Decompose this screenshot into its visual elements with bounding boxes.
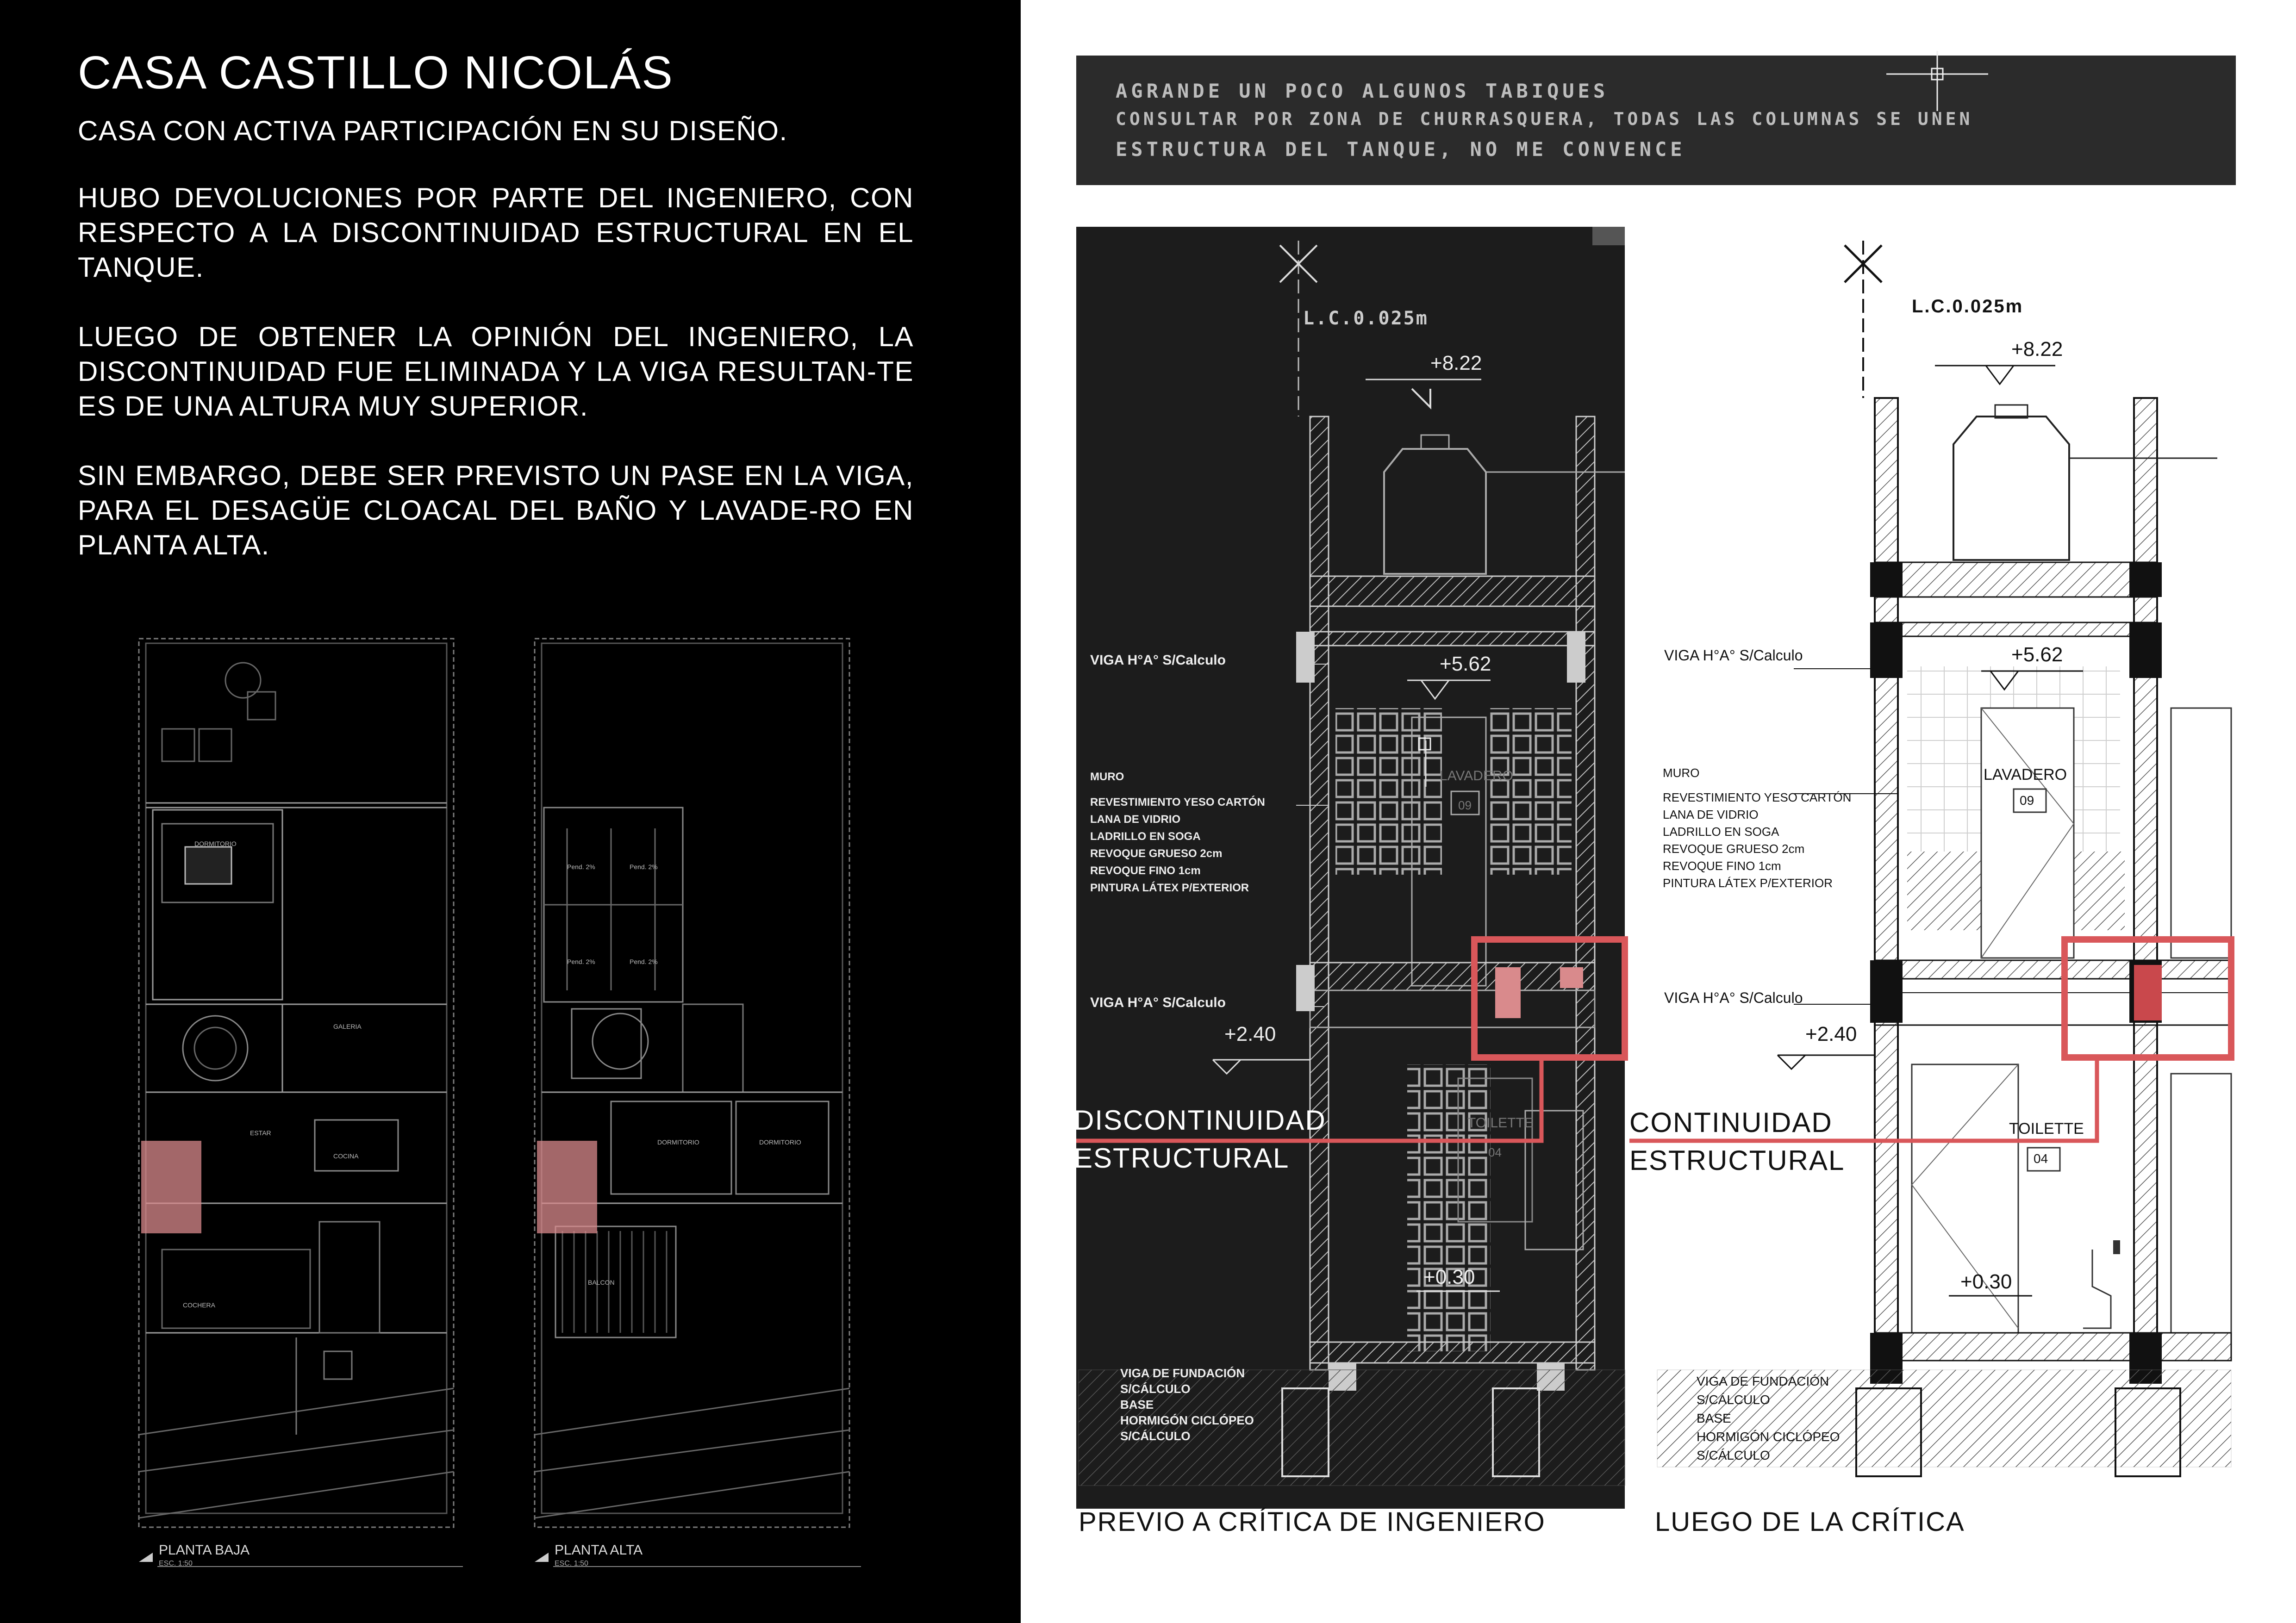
room-label-pend-1: Pend. 2% <box>567 863 595 871</box>
after-level-030: +0.30 <box>1960 1270 2012 1293</box>
page-title: CASA CASTILLO NICOLÁS <box>78 47 674 99</box>
before-level-562: +5.62 <box>1440 653 1491 675</box>
after-wall-layer: REVESTIMIENTO YESO CARTÓN <box>1663 790 1852 804</box>
room-label-galeria: GALERIA <box>333 1023 362 1030</box>
before-beam-lower-label: VIGA H°A° S/Calculo <box>1090 995 1226 1010</box>
after-foundation-notes <box>1697 1372 1840 1465</box>
engineer-note-line-3: ESTRUCTURA DEL TANQUE, NO ME CONVENCE <box>1116 138 1686 161</box>
upper-floor-label: PLANTA ALTA <box>555 1542 643 1558</box>
room-label-cochera: COCHERA <box>183 1301 216 1309</box>
ground-floor-scale: ESC. 1:50 <box>159 1560 193 1567</box>
after-room-toilette: TOILETTE <box>2009 1120 2084 1138</box>
before-highlight-line-1: DISCONTINUIDAD <box>1074 1105 1326 1136</box>
before-wall-layer: LANA DE VIDRIO <box>1090 813 1181 826</box>
after-wall-layers <box>1663 789 1851 892</box>
engineer-feedback-paragraph: HUBO DEVOLUCIONES POR PARTE DEL INGENIERO, CON RESPECTO A LA DISCONTINUIDAD ESTRUCTURAL EN EL TANQUE. <box>78 182 914 283</box>
room-label-dormitorio-3: DORMITORIO <box>194 840 237 847</box>
before-highlight-line-2: ESTRUCTURAL <box>1074 1143 1290 1174</box>
room-label-balcon: BALCON <box>588 1279 615 1286</box>
before-level-030: +0.30 <box>1423 1266 1475 1288</box>
before-foundation-line: S/CÁLCULO <box>1120 1429 1191 1443</box>
before-highlight-label <box>1074 1101 1326 1177</box>
after-foundation-line: BASE <box>1697 1411 1731 1425</box>
before-foundation-line: BASE <box>1120 1398 1154 1412</box>
room-label-pend-2: Pend. 2% <box>630 863 658 871</box>
after-foundation-line: S/CÁLCULO <box>1697 1393 1770 1407</box>
after-foundation-line: VIGA DE FUNDACIÓN <box>1697 1374 1829 1388</box>
after-wall-layer: LANA DE VIDRIO <box>1663 808 1759 821</box>
before-wall-title: MURO <box>1090 771 1124 783</box>
before-room-toilette-num: 04 <box>1488 1145 1502 1159</box>
after-foundation-line: HORMIGÓN CICLÓPEO <box>1697 1430 1840 1444</box>
drain-pass-paragraph: SIN EMBARGO, DEBE SER PREVISTO UN PASE EN LA VIGA, PARA EL DESAGÜE CLOACAL DEL BAÑO Y LAVADE-RO EN PLANTA ALTA. <box>78 460 914 560</box>
room-label-estar: ESTAR <box>250 1129 271 1137</box>
before-caption: PREVIO A CRÍTICA DE INGENIERO <box>1079 1507 1546 1537</box>
room-label-pend-4: Pend. 2% <box>630 958 658 965</box>
after-room-toilette-num: 04 <box>2034 1151 2048 1166</box>
room-label-pend-3: Pend. 2% <box>567 958 595 965</box>
after-level-562: +5.62 <box>2011 643 2063 666</box>
before-room-lavadero-num: 09 <box>1458 798 1472 812</box>
engineer-note-line-2: CONSULTAR POR ZONA DE CHURRASQUERA, TODAS LAS COLUMNAS SE UNEN <box>1116 109 1973 129</box>
before-wall-layer: REVOQUE FINO 1cm <box>1090 864 1201 877</box>
before-wall-layer: REVOQUE GRUESO 2cm <box>1090 847 1223 860</box>
after-room-lavadero-num: 09 <box>2020 793 2034 808</box>
after-lco: L.C.0.025m <box>1912 296 2024 317</box>
before-foundation-line: HORMIGÓN CICLÓPEO <box>1120 1413 1254 1427</box>
before-room-lavadero: LAVADERO <box>1440 768 1513 784</box>
after-beam-lower-label: VIGA H°A° S/Calculo <box>1664 989 1803 1006</box>
before-level-822: +8.22 <box>1430 352 1482 374</box>
after-highlight-label <box>1629 1104 1845 1180</box>
after-wall-layer: REVOQUE GRUESO 2cm <box>1663 842 1805 856</box>
before-room-toilette: TOILETTE <box>1467 1115 1534 1131</box>
room-label-dormitorio-2: DORMITORIO <box>759 1138 801 1146</box>
room-label-cocina: COCINA <box>333 1152 359 1160</box>
after-wall-layer: REVOQUE FINO 1cm <box>1663 859 1781 873</box>
after-highlight-line-2: ESTRUCTURAL <box>1629 1145 1845 1176</box>
before-foundation-line: VIGA DE FUNDACIÓN <box>1120 1366 1245 1380</box>
after-beam-upper-label: VIGA H°A° S/Calculo <box>1664 647 1803 664</box>
before-foundation-line: S/CÁLCULO <box>1120 1382 1191 1396</box>
before-wall-layers <box>1090 794 1265 896</box>
after-room-lavadero: LAVADERO <box>1984 766 2067 784</box>
before-wall-layer: PINTURA LÁTEX P/EXTERIOR <box>1090 882 1249 894</box>
before-foundation-notes <box>1120 1365 1254 1444</box>
ground-floor-label: PLANTA BAJA <box>159 1542 250 1558</box>
after-highlight-line-1: CONTINUIDAD <box>1629 1107 1833 1138</box>
before-level-240: +2.40 <box>1224 1023 1276 1045</box>
after-wall-title: MURO <box>1663 766 1700 780</box>
before-wall-layer: REVESTIMIENTO YESO CARTÓN <box>1090 796 1265 808</box>
after-level-822: +8.22 <box>2011 338 2063 361</box>
upper-floor-scale: ESC. 1:50 <box>555 1560 588 1567</box>
after-foundation-line: S/CÁLCULO <box>1697 1448 1770 1462</box>
resolution-paragraph: LUEGO DE OBTENER LA OPINIÓN DEL INGENIERO, LA DISCONTINUIDAD FUE ELIMINADA Y LA VIGA RESULTAN-TE ES DE UNA ALTURA MUY SUPERIOR. <box>78 321 914 422</box>
engineer-note-line-1: AGRANDE UN POCO ALGUNOS TABIQUES <box>1116 80 1609 102</box>
after-wall-layer: LADRILLO EN SOGA <box>1663 825 1779 839</box>
before-wall-layer: LADRILLO EN SOGA <box>1090 830 1201 843</box>
before-lco: L.C.0.025m <box>1303 308 1429 329</box>
before-beam-upper-label: VIGA H°A° S/Calculo <box>1090 653 1226 668</box>
after-level-240: +2.40 <box>1805 1023 1857 1045</box>
after-wall-layer: PINTURA LÁTEX P/EXTERIOR <box>1663 876 1833 890</box>
room-label-dormitorio-1: DORMITORIO <box>657 1138 699 1146</box>
after-caption: LUEGO DE LA CRÍTICA <box>1655 1507 1965 1537</box>
intro-paragraph: CASA CON ACTIVA PARTICIPACIÓN EN SU DISEÑO. <box>78 115 788 146</box>
